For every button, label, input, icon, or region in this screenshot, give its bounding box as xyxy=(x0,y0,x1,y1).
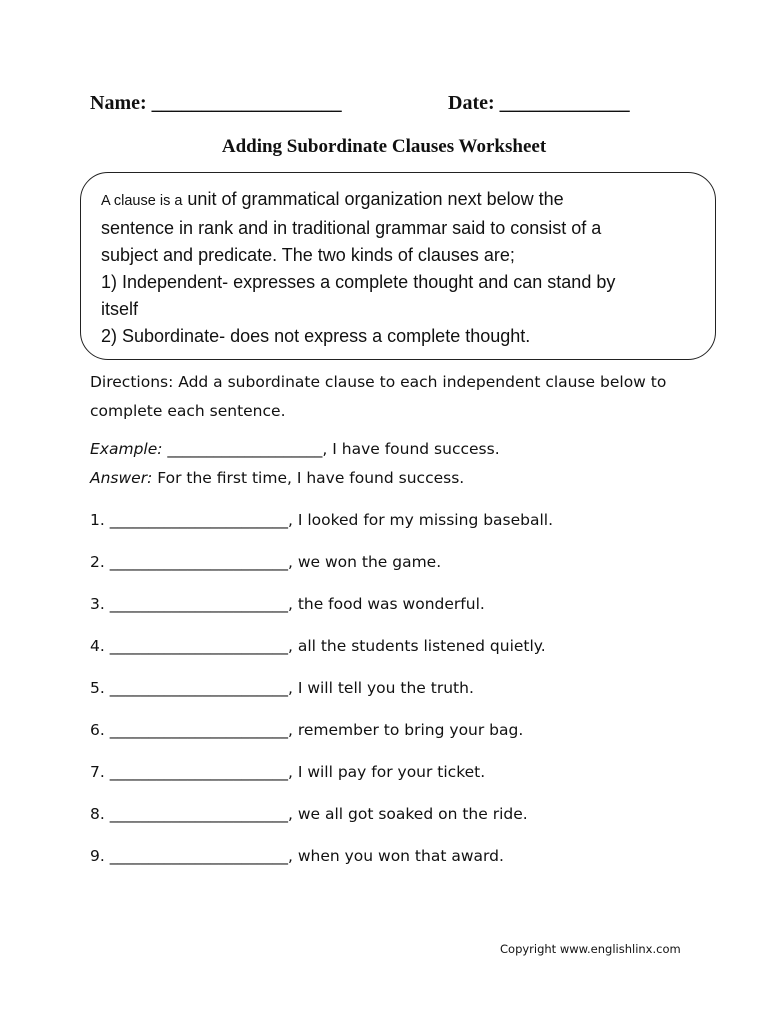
worksheet-title: Adding Subordinate Clauses Worksheet xyxy=(221,136,547,157)
definition-line-1 xyxy=(101,186,701,215)
exercise-item-7: 7. _______________________, I will pay for your ticket. xyxy=(90,763,486,781)
exercise-item-3: 3. _______________________, the food was wonderful. xyxy=(90,595,485,613)
exercise-item-4: 4. _______________________, all the students listened quietly. xyxy=(90,637,546,655)
exercise-item-9: 9. _______________________, when you won that award. xyxy=(90,847,504,865)
definition-line-6: 2) Subordinate- does not express a complete thought. xyxy=(101,326,531,346)
name-field: Name: ___________________ xyxy=(90,92,342,114)
exercise-item-5: 5. _______________________, I will tell you the truth. xyxy=(90,679,474,697)
definition-line-2: sentence in rank and in traditional grammar said to consist of a xyxy=(101,218,602,238)
example-label: Example: xyxy=(90,440,163,458)
exercise-item-8: 8. _______________________, we all got soaked on the ride. xyxy=(90,805,528,823)
header-row xyxy=(90,92,690,120)
answer-line xyxy=(90,469,464,487)
example-line xyxy=(90,440,500,458)
definition-lead: A clause is a xyxy=(101,193,183,209)
directions: Directions: Add a subordinate clause to each independent clause below to complete each sentence. xyxy=(90,373,667,420)
definition-line-4: 1) Independent- expresses a complete thought and can stand by xyxy=(101,272,616,292)
answer-text: For the first time, I have found success. xyxy=(152,469,465,487)
date-field: Date: _____________ xyxy=(448,92,630,114)
definition-line-5: itself xyxy=(101,299,139,319)
answer-label: Answer: xyxy=(90,469,153,487)
definition-line-3: subject and predicate. The two kinds of clauses are; xyxy=(101,245,515,265)
example-text: ____________________, I have found success. xyxy=(162,440,500,458)
definition-text xyxy=(101,186,701,350)
exercise-item-1: 1. _______________________, I looked for my missing baseball. xyxy=(90,511,554,529)
exercise-item-6: 6. _______________________, remember to bring your bag. xyxy=(90,721,524,739)
exercise-item-2: 2. _______________________, we won the game. xyxy=(90,553,442,571)
copyright-notice: Copyright www.englishlinx.com xyxy=(500,942,681,956)
definition-line-1-rest: unit of grammatical organization next below the xyxy=(182,189,564,209)
